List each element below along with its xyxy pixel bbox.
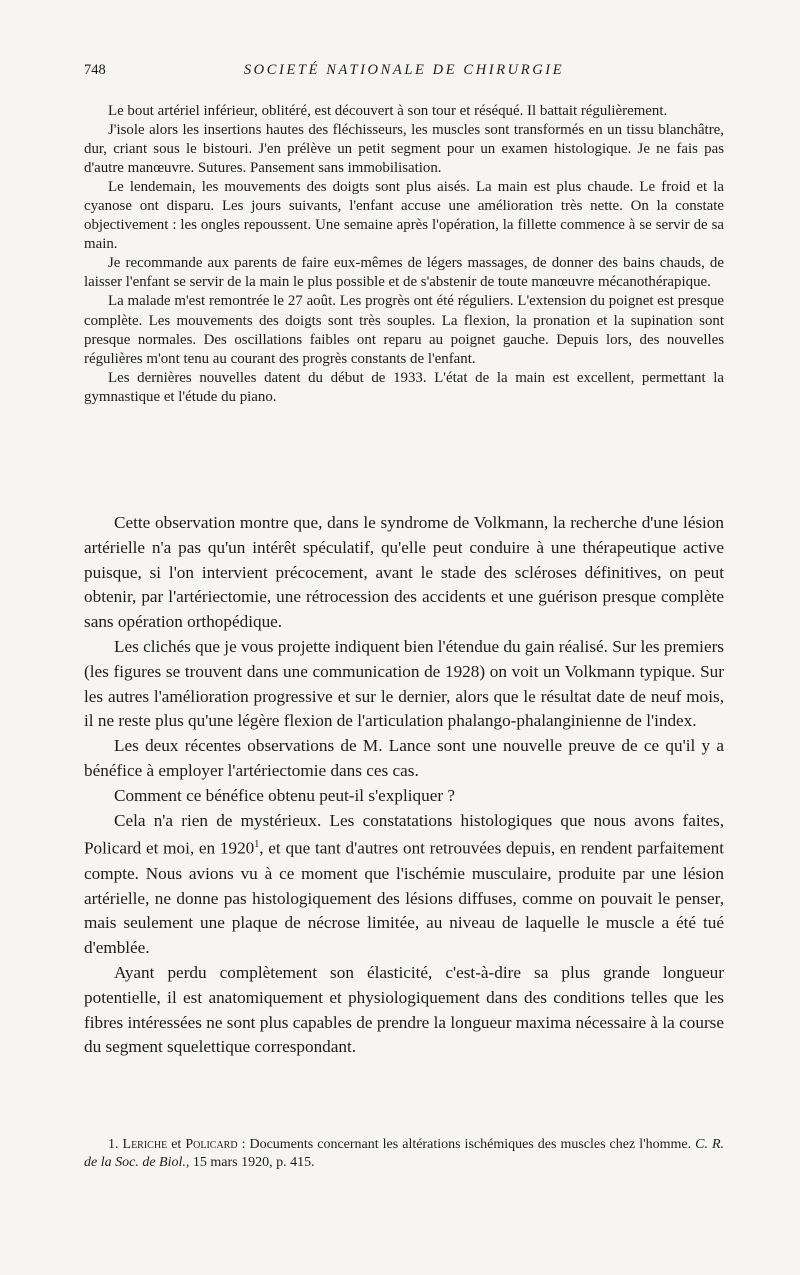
observation-paragraph: J'isole alors les insertions hautes des fléchisseurs, les muscles sont transformés en un tissu blanchâtre, dur, criant sous le bistouri. J'en prélève un petit segment pour un examen histologique. Je ne fais pas d'autre manœuvre. Sutures. Pansement sans immobilisation. xyxy=(84,122,724,177)
body-paragraph: Les deux récentes observations de M. Lance sont une nouvelle preuve de ce qu'il y a bénéfice à employer l'artériectomie dans ces cas. xyxy=(84,736,724,780)
footnote-journal: C. R. de la Soc. de Biol. xyxy=(84,1137,725,1171)
observation-paragraph: La malade m'est remontrée le 27 août. Les progrès ont été réguliers. L'extension du poignet est presque complète. Les mouvements des doigts sont très souples. La flexion, la pronation et la supination sont presque normales. Des oscillations faibles ont reparu au poignet gauche. Depuis lors, des nouvelles régulières m'ont tenu au courant des progrès constants de l'enfant. xyxy=(84,293,724,367)
footnote-conjunction: et xyxy=(171,1137,182,1152)
running-title: SOCIETÉ NATIONALE DE CHIRURGIE xyxy=(243,62,565,78)
footnotes xyxy=(84,1136,724,1173)
paragraph-text: , et que tant d'autres ont retrouvées depuis, en rendent parfaitement compte. Nous avions vu à ce moment que l'ischémie musculaire, produite par une lésion artérielle, ne donne pas histologiquement des lésions diffuses, comme on pouvait le penser, mais seulement une plaque de nécrose limitée, au niveau de laquelle le muscle a été tué d'emblée. xyxy=(84,839,724,958)
running-header xyxy=(84,62,724,84)
body-paragraph: Les clichés que je vous projette indiquent bien l'étendue du gain réalisé. Sur les premiers (les figures se trouvent dans une communication de 1928) on voit un Volkmann typique. Sur les autres l'amélioration progressive et sur le dernier, alors que le résultat date de neuf mois, il ne reste plus qu'une légère flexion de l'articulation phalango-phalanginienne de l'index. xyxy=(84,636,724,731)
main-text xyxy=(84,511,724,1060)
footnote-marker: 1 xyxy=(254,839,260,851)
observation-paragraph: Les dernières nouvelles datent du début de 1933. L'état de la main est excellent, permettant la gymnastique et l'étude du piano. xyxy=(84,369,724,405)
footnote-author: Policard xyxy=(185,1137,238,1152)
body-paragraph: Comment ce bénéfice obtenu peut-il s'expliquer ? xyxy=(114,785,455,805)
footnote xyxy=(84,1136,724,1173)
body-paragraph: Cette observation montre que, dans le syndrome de Volkmann, la recherche d'une lésion artérielle n'a pas qu'un intérêt spéculatif, qu'elle peut conduire à une thérapeutique active puisque, si l'on intervient précocement, avant le stade des scléroses définitives, on peut obtenir, par l'artériectomie, une rétrocession des accidents et une guérison presque complète sans opération orthopédique. xyxy=(84,513,724,632)
paragraph-text: Cela n'a rien de mystérieux. Les constatations histologiques que nous avons faites, Policard et moi, en 1920 xyxy=(84,810,724,859)
observation-section xyxy=(84,102,724,407)
observation-paragraph: Le lendemain, les mouvements des doigts sont plus aisés. La main est plus chaude. Le froid et la cyanose ont disparu. Les jours suivants, l'enfant accuse une amélioration très nette. On la constate objectivement : les ongles repoussent. Une semaine après l'opération, la fillette commence à se servir de sa main. xyxy=(84,179,724,253)
observation-paragraph: Je recommande aux parents de faire eux-mêmes de légers massages, de donner des bains chauds, de laisser l'enfant se servir de la main le plus possible et de s'abstenir de toute manœuvre mécanothérapique. xyxy=(84,255,724,291)
footnote-text: : Documents concernant les altérations ischémiques des muscles chez l'homme. xyxy=(241,1137,692,1152)
footnote-number: 1. xyxy=(108,1137,119,1152)
observation-paragraph: Le bout artériel inférieur, oblitéré, est découvert à son tour et réséqué. Il battait régulièrement. xyxy=(108,103,668,119)
body-paragraph: Ayant perdu complètement son élasticité, c'est-à-dire sa plus grande longueur potentielle, il est anatomiquement et physiologiquement dans des conditions telles que les fibres intéressées ne sont plus capables de prendre la longueur maxima nécessaire à la course du segment squelettique correspondant. xyxy=(84,963,724,1057)
footnote-author: Leriche xyxy=(122,1137,168,1152)
body-paragraph-with-citation xyxy=(84,809,724,962)
footnote-date: , 15 mars 1920, p. 415. xyxy=(185,1155,315,1171)
page-number: 748 xyxy=(84,62,106,78)
